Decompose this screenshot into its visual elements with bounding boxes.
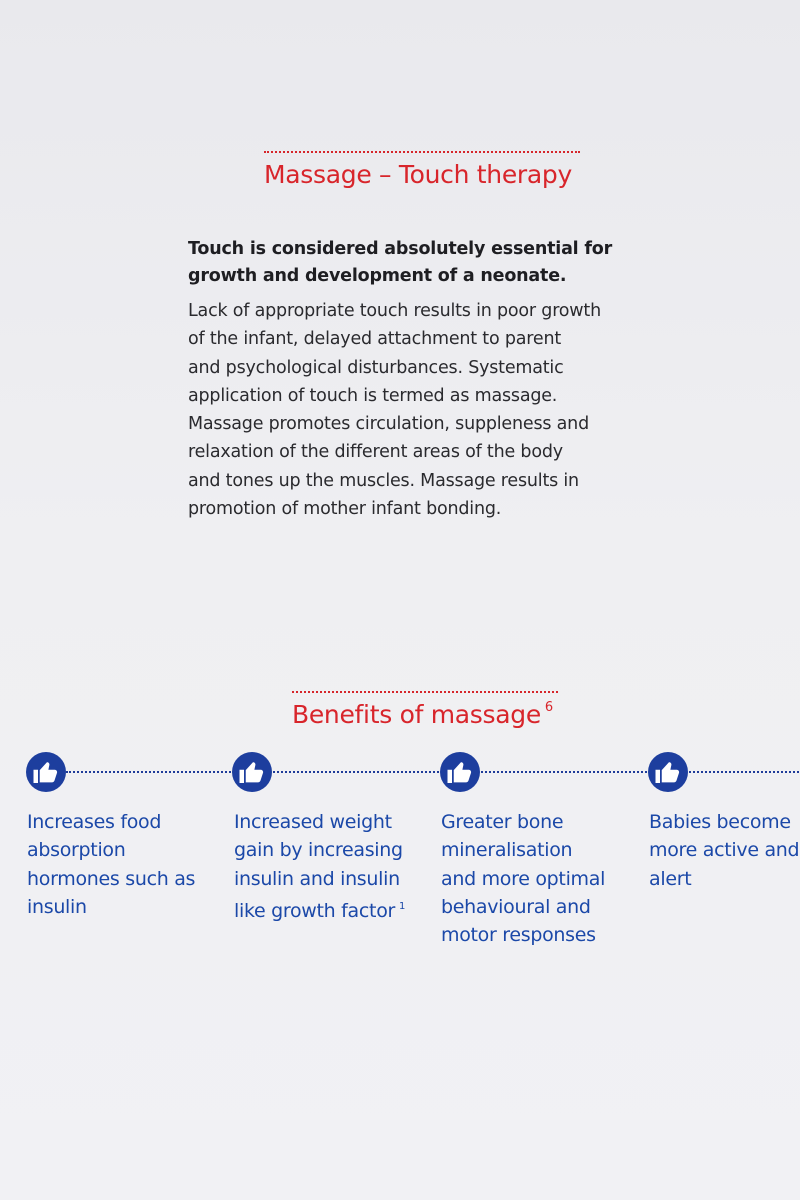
body-line: relaxation of the different areas of the body [188,442,563,463]
body-paragraph [188,297,658,523]
lead-line: growth and development of a neonate. [188,266,567,286]
benefit-text [649,808,800,893]
thumbs-up-icon [232,752,272,792]
body-line: Lack of appropriate touch results in poor growth [188,301,601,321]
benefit-line: gain by increasing [234,839,403,862]
benefit-line: alert [649,867,692,890]
benefit-line: Increases food [27,811,162,833]
benefit-text [234,808,429,925]
lead-line: Touch is considered absolutely essential for [188,239,613,259]
thumbs-up-icon [26,752,66,792]
thumbs-up-icon [648,752,688,792]
benefit-line: mineralisation [441,839,573,862]
benefit-text [27,808,222,921]
benefit-line: insulin [27,895,87,918]
benefits-timeline [66,771,800,773]
benefit-line: more active and [649,839,800,862]
section-heading-benefits [292,700,553,729]
body-line: Massage promotes circulation, suppleness and [188,414,589,435]
heading-divider [264,151,580,153]
section-heading-massage: Massage – Touch therapy [264,160,572,189]
body-line: promotion of mother infant bonding. [188,499,502,520]
body-line: and tones up the muscles. Massage results in [188,470,579,491]
benefit-line-text: like growth factor [234,899,396,922]
benefits-heading-text: Benefits of massage [292,700,541,729]
body-line: and psychological disturbances. Systematic [188,357,564,378]
benefit-line: hormones such as [27,867,196,890]
benefit-reference: 1 [399,900,406,912]
lead-paragraph [188,236,658,290]
thumbs-up-icon [440,752,480,792]
body-line: of the infant, delayed attachment to parent [188,329,561,350]
benefit-line: absorption [27,839,126,862]
benefit-line: Increased weight [234,811,392,833]
benefit-line: behavioural and [441,895,591,918]
benefit-line: Greater bone [441,811,564,833]
body-line: application of touch is termed as massage. [188,385,558,406]
heading-divider [292,691,558,693]
benefits-heading-reference: 6 [544,700,553,715]
benefit-line: and more optimal [441,867,606,890]
benefit-line: motor responses [441,924,596,947]
benefit-text [441,808,636,949]
benefit-line [234,893,429,925]
benefit-line: Babies become [649,811,791,833]
benefit-line: insulin and insulin [234,867,400,890]
